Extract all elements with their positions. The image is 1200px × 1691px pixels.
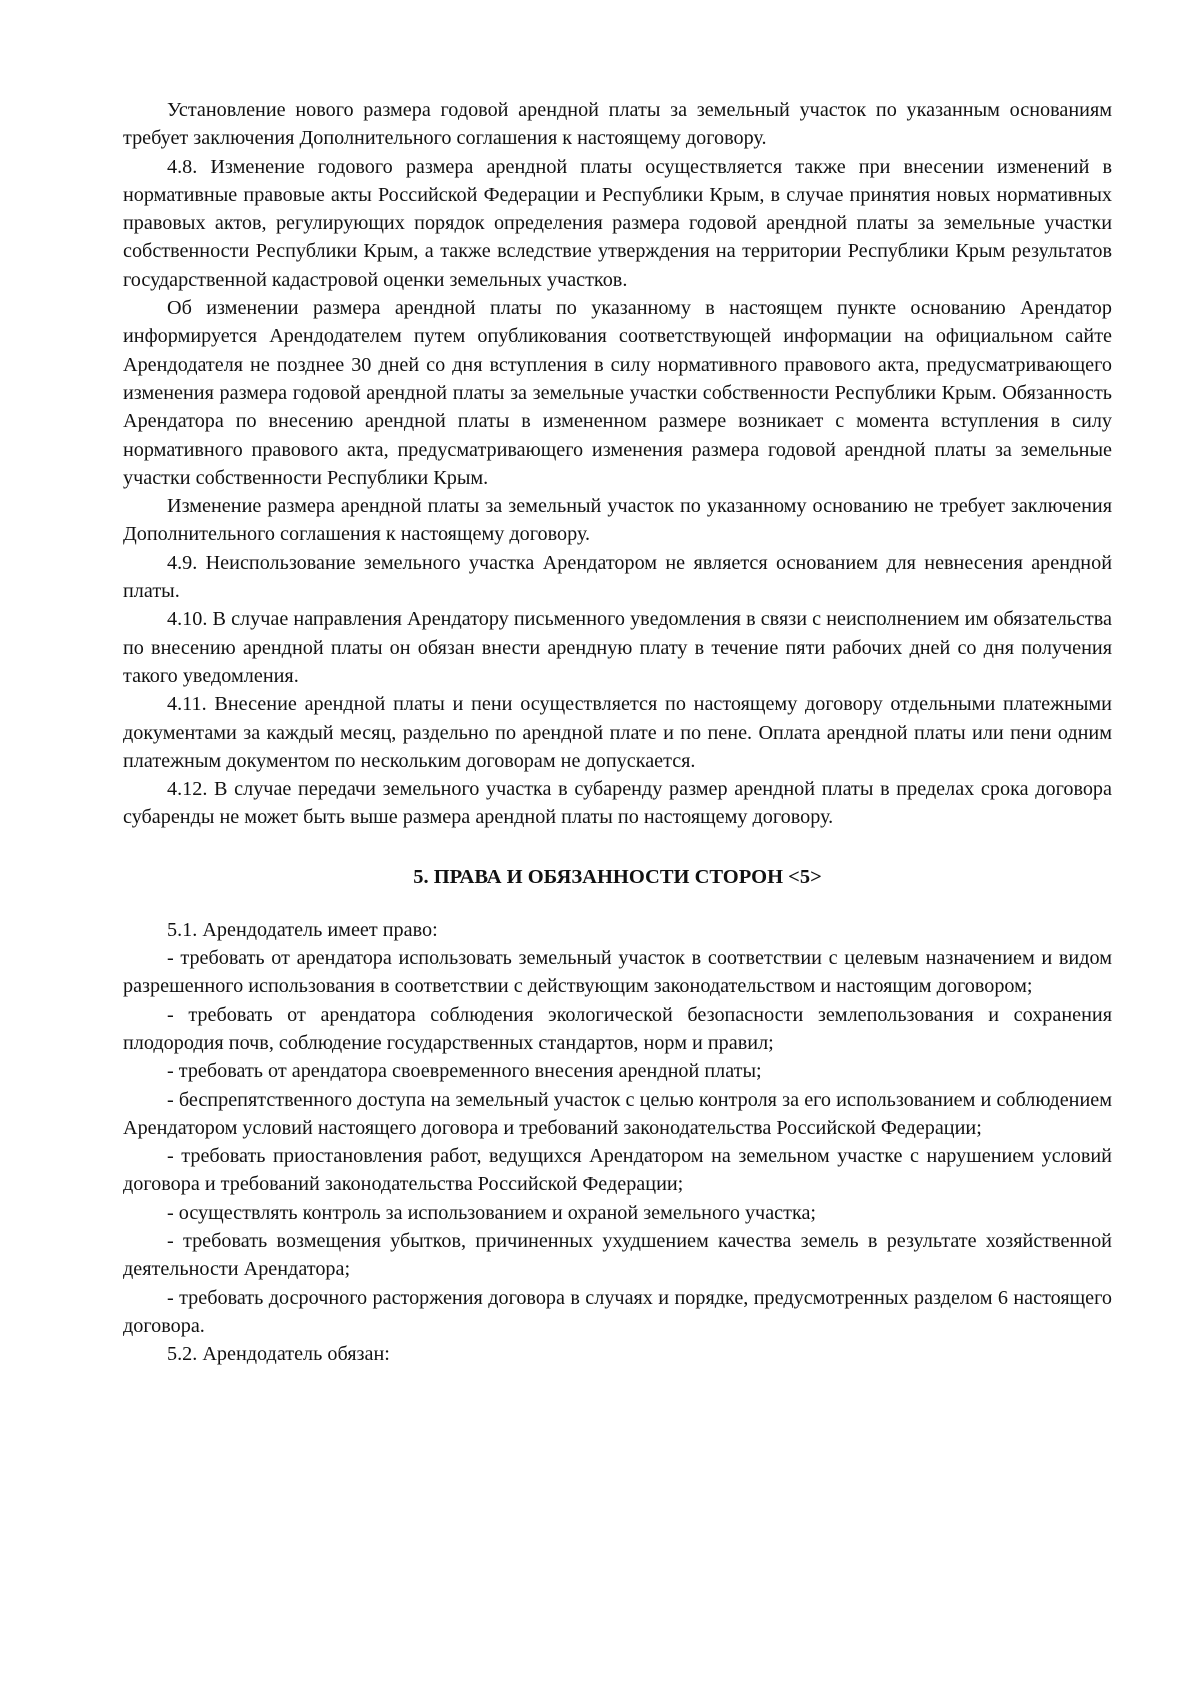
paragraph-5-2: 5.2. Арендодатель обязан: [167,1343,390,1366]
list-item-protection-control: - осуществлять контроль за использованием и охраной земельного участка; [167,1201,817,1224]
section-title: 5. ПРАВА И ОБЯЗАННОСТИ СТОРОН <5> [413,865,822,888]
paragraph-4-11: 4.11. Внесение арендной платы и пени осуществляется по настоящему договору отдельными платежными документами за каждый месяц, раздельно по арендной плате и по пене. Оплата арендной платы или пени одним платежным документом по нескольким договорам не допускается. [123,693,1112,772]
paragraph-4-10: 4.10. В случае направления Арендатору письменного уведомления в связи с неисполнением им обязательства по внесению арендной платы он обязан внести арендную плату в течение пяти рабочих дней со дня получения такого уведомления. [123,608,1112,687]
list-item-early-termination: - требовать досрочного расторжения договора в случаях и порядке, предусмотренных разделом 6 настоящего договора. [123,1286,1112,1337]
list-item-target-use: - требовать от арендатора использовать земельный участок в соответствии с целевым назначением и видом разрешенного использования в соответствии с действующим законодательством и настоящим договором; [123,947,1112,998]
list-item-timely-payment: - требовать от арендатора своевременного внесения арендной платы; [167,1060,762,1083]
list-item-suspend-works: - требовать приостановления работ, ведущихся Арендатором на земельном участке с нарушением условий договора и требований законодательства Российской Федерации; [123,1145,1112,1196]
paragraph-4-8: 4.8. Изменение годового размера арендной платы осуществляется также при внесении изменений в нормативные правовые акты Российской Федерации и Республики Крым, в случае принятия новых нормативных правовых актов, регулирующих порядок определения размера годовой арендной платы за земельные участки собственности Республики Крым, а также вследствие утверждения на территории Республики Крым результатов государственной кадастровой оценки земельных участков. [123,155,1112,291]
paragraph-rent-notice: Об изменении размера арендной платы по указанному в настоящем пункте основанию Арендатор информируется Арендодателем путем опубликования соответствующей информации на официальном сайте Арендодателя не позднее 30 дней со дня вступления в силу нормативного правового акта, предусматривающего изменения размера годовой арендной платы за земельные участки собственности Республики Крым. Обязанность Арендатора по внесению арендной платы в измененном размере возникает с момента вступления в силу нормативного правового акта, предусматривающего изменения размера годовой арендной платы за земельные участки собственности Республики Крым. [123,297,1112,489]
paragraph-5-1: 5.1. Арендодатель имеет право: [167,918,438,941]
paragraph-4-12: 4.12. В случае передачи земельного участка в субаренду размер арендной платы в пределах срока договора субаренды не может быть выше размера арендной платы по настоящему договору. [123,778,1112,829]
list-item-access-control: - беспрепятственного доступа на земельный участок с целью контроля за его использованием и соблюдением Арендатором условий настоящего договора и требований законодательства Российской Федерации; [123,1088,1112,1139]
paragraph-4-9: 4.9. Неиспользование земельного участка Арендатором не является основанием для невнесения арендной платы. [123,551,1112,603]
list-item-damages: - требовать возмещения убытков, причиненных ухудшением качества земель в результате хозяйственной деятельности Арендатора; [123,1229,1112,1281]
list-item-ecology: - требовать от арендатора соблюдения экологической безопасности землепользования и сохранения плодородия почв, соблюдение государственных стандартов, норм и правил; [123,1003,1112,1054]
paragraph-no-additional-agreement: Изменение размера арендной платы за земельный участок по указанному основанию не требует заключения Дополнительного соглашения к настоящему договору. [123,495,1112,546]
paragraph-rent-change-agreement: Установление нового размера годовой арендной платы за земельный участок по указанным основаниям требует заключения Дополнительного соглашения к настоящему договору. [123,99,1112,150]
